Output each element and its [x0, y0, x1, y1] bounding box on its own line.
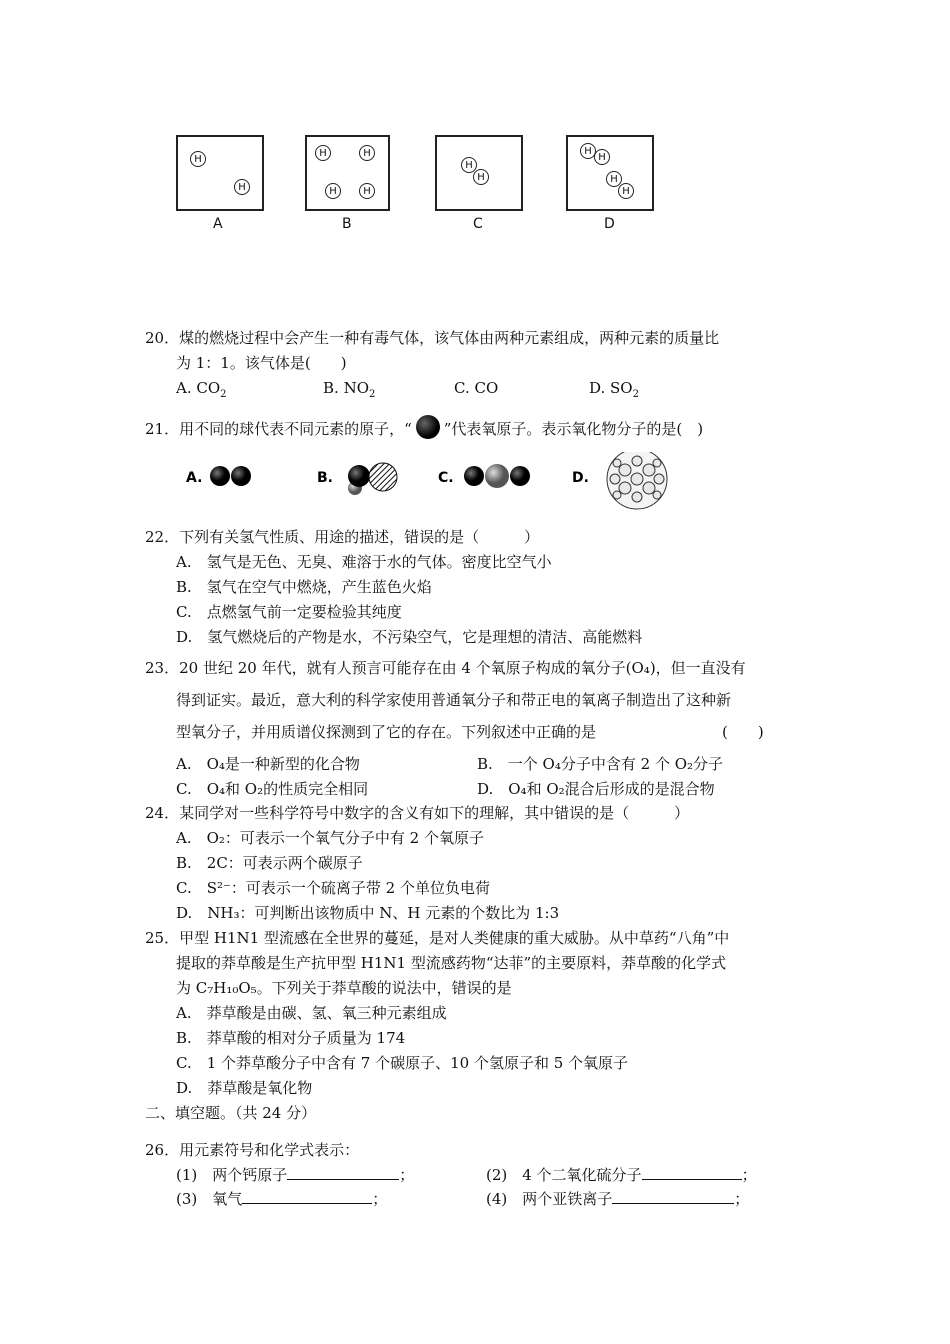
q23-option-c: C. O₄和 O₂的性质完全相同 [176, 780, 369, 798]
q21-stem-b: ”代表氧原子。表示氧化物分子的是( ) [443, 420, 704, 438]
h-atom: H [580, 143, 596, 159]
q24-option-b: B. 2C：可表示两个碳原子 [176, 854, 363, 872]
q23-option-a: A. O₄是一种新型的化合物 [176, 755, 360, 773]
answer-blank[interactable] [287, 1165, 399, 1180]
q22-option-d: D. 氢气燃烧后的产物是水，不污染空气，它是理想的清洁、高能燃料 [176, 628, 643, 646]
q26-number: 26． [145, 1141, 180, 1159]
option-c-label: C. [438, 470, 454, 486]
q20-stem-line2: 为 1：1。该气体是( ) [176, 354, 347, 372]
q26-item-2: (2) 4 个二氧化硫分子 ； [486, 1166, 757, 1184]
q23-stem-line3: 型氧分子，并用质谱仪探测到了它的存在。下列叙述中正确的是 [176, 723, 597, 741]
h-atom: H [359, 145, 375, 161]
q24-option-c: C. S²⁻：可表示一个硫离子带 2 个单位负电荷 [176, 879, 490, 897]
section-2-title: 二、填空题。（共 24 分） [145, 1104, 317, 1122]
q21-number: 21． [145, 420, 180, 438]
h-atom: H [618, 183, 634, 199]
q22-stem: 下列有关氢气性质、用途的描述，错误的是（ ） [179, 528, 540, 546]
q25-option-a: A. 莽草酸是由碳、氢、氧三种元素组成 [176, 1004, 447, 1022]
molecule-options-figure [180, 452, 680, 510]
q26-item-3: (3) 氧气 ； [176, 1190, 388, 1208]
q20-stem-line1: 煤的燃烧过程中会产生一种有毒气体，该气体由两种元素组成，两种元素的质量比 [179, 329, 720, 347]
answer-blank[interactable] [642, 1165, 742, 1180]
box-d [566, 135, 654, 211]
answer-blank[interactable] [612, 1189, 734, 1204]
fullerene-cage [607, 452, 667, 509]
hatched-atom [369, 463, 397, 491]
option-b-label: B. [317, 470, 333, 486]
oxygen-atom [464, 466, 484, 486]
q23-stem-line1: 20 世纪 20 年代，就有人预言可能存在由 4 个氧原子构成的氧分子(O₄)，但一直没有 [179, 659, 746, 677]
q21-stem-a: 用不同的球代表不同元素的原子，“ [179, 420, 412, 438]
q24-option-d: D. NH₃：可判断出该物质中 N、H 元素的个数比为 1:3 [176, 904, 560, 922]
h-atom: H [606, 171, 622, 187]
box-b [305, 135, 390, 211]
h-atom: H [594, 149, 610, 165]
oxygen-atom [510, 466, 530, 486]
q23-option-d: D. O₄和 O₂混合后形成的是混合物 [477, 780, 715, 798]
q25-option-d: D. 莽草酸是氧化物 [176, 1079, 313, 1097]
oxygen-atom [210, 466, 230, 486]
answer-blank[interactable] [242, 1189, 372, 1204]
q25-number: 25． [145, 929, 180, 947]
q24-number: 24． [145, 804, 180, 822]
q20-number: 20． [145, 329, 180, 347]
q25-option-b: B. 莽草酸的相对分子质量为 174 [176, 1029, 406, 1047]
box-c-label: C [473, 216, 483, 232]
q24-stem: 某同学对一些科学符号中数字的含义有如下的理解，其中错误的是（ ） [179, 804, 690, 822]
box-a [176, 135, 264, 211]
q26-item-4: (4) 两个亚铁离子 ； [486, 1190, 750, 1208]
q25-stem-line1: 甲型 H1N1 型流感在全世界的蔓延，是对人类健康的重大威胁。从中草药“八角”中 [179, 929, 730, 947]
q23-answer-paren: ( ) [722, 723, 764, 741]
box-d-label: D [604, 216, 615, 232]
h-atom: H [461, 157, 477, 173]
option-d-label: D. [572, 470, 589, 486]
q22-option-c: C. 点燃氢气前一定要检验其纯度 [176, 603, 402, 621]
h-atom: H [359, 183, 375, 199]
q25-option-c: C. 1 个莽草酸分子中含有 7 个碳原子、10 个氢原子和 5 个氧原子 [176, 1054, 629, 1072]
h-atom: H [190, 151, 206, 167]
option-a-label: A. [186, 470, 203, 486]
q23-option-b: B. 一个 O₄分子中含有 2 个 O₂分子 [477, 755, 724, 773]
q22-number: 22． [145, 528, 180, 546]
q26-item-1: (1) 两个钙原子 ； [176, 1166, 415, 1184]
q20-option-d: D. $SO_2$ [589, 379, 639, 400]
q25-stem-line2: 提取的莽草酸是生产抗甲型 H1N1 型流感药物“达菲”的主要原料，莽草酸的化学式 [176, 954, 727, 972]
q23-number: 23． [145, 659, 180, 677]
h-atom: H [473, 169, 489, 185]
h-atom: H [234, 179, 250, 195]
q20-option-c: C. CO [454, 379, 499, 397]
q26-stem: 用元素符号和化学式表示： [179, 1141, 360, 1159]
h-atom: H [325, 183, 341, 199]
q25-stem-line3: 为 C₇H₁₀O₅。下列关于莽草酸的说法中，错误的是 [176, 979, 512, 997]
atom-gray [485, 464, 509, 488]
q20-option-a: A. $CO_2$ [176, 379, 227, 400]
oxygen-atom-icon [416, 415, 440, 439]
h-atom: H [315, 145, 331, 161]
q22-option-a: A. 氢气是无色、无臭、难溶于水的气体。密度比空气小 [176, 553, 552, 571]
q23-stem-line2: 得到证实。最近，意大利的科学家使用普通氧分子和带正电的氧离子制造出了这种新 [176, 691, 732, 709]
q24-option-a: A. O₂：可表示一个氧气分子中有 2 个氧原子 [176, 829, 484, 847]
box-a-label: A [213, 216, 223, 232]
box-b-label: B [342, 216, 352, 232]
oxygen-atom [348, 465, 370, 487]
q20-option-b: B. $NO_2$ [323, 379, 376, 400]
box-c [435, 135, 523, 211]
oxygen-atom [231, 466, 251, 486]
q22-option-b: B. 氢气在空气中燃烧，产生蓝色火焰 [176, 578, 432, 596]
